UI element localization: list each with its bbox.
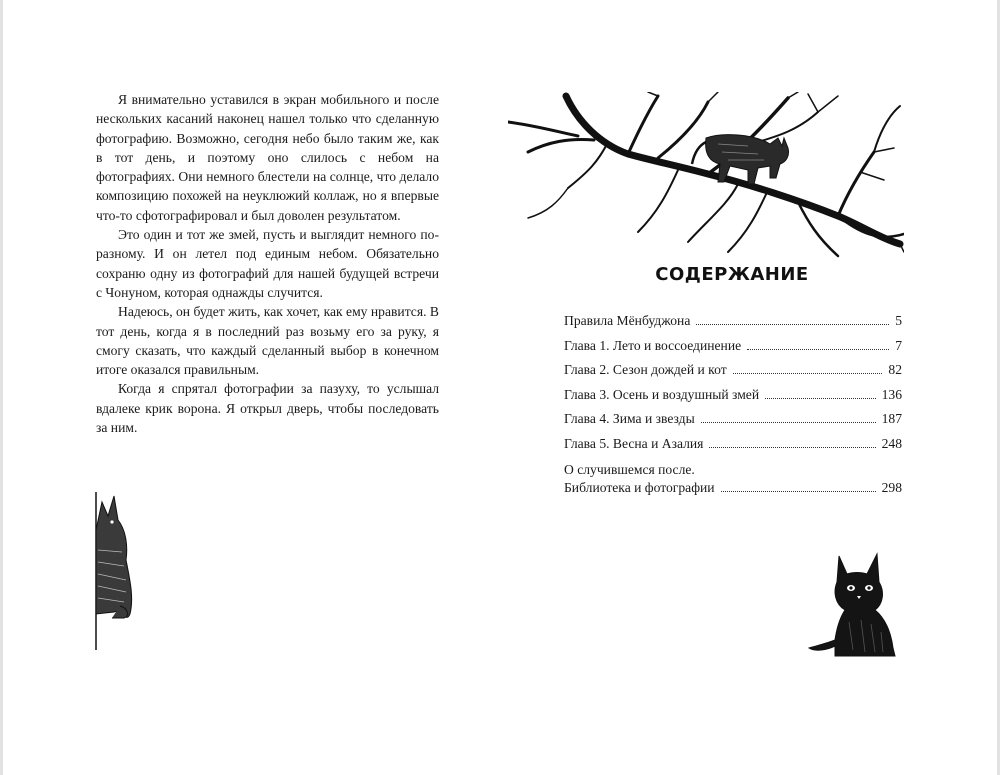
toc-entry-title-line2: Библиотека и фотографии (564, 480, 715, 495)
toc-entry-title-line1: О случившемся после. (564, 462, 695, 477)
toc-entry-title: Глава 2. Сезон дождей и кот (564, 362, 727, 377)
table-of-contents (564, 313, 902, 505)
toc-entry-page: 7 (895, 337, 902, 353)
toc-entry (564, 362, 902, 387)
paragraph-1: Я внимательно уставился в экран мобильного и после нескольких касаний наконец нашел только что сделанную фотографию. Возможно, сегодня небо было таким же, как в тот день, и поэтому оно слилось с небом на фотографиях. Они немного блестели на солнце, что делало композицию похожей на неуклюжий коллаж, но я впервые что-то сфотографировал и был доволен результатом. (96, 92, 439, 223)
toc-entry-page: 187 (881, 411, 902, 426)
toc-entry-page: 82 (888, 362, 902, 377)
toc-leader-dots (709, 437, 875, 448)
toc-title: СОДЕРЖАНИЕ (655, 264, 809, 285)
toc-entry-page: 248 (881, 435, 902, 451)
toc-entry-page: 298 (881, 480, 902, 495)
toc-entry-last (564, 460, 902, 505)
toc-entry-title: Глава 3. Осень и воздушный змей (564, 386, 760, 402)
toc-leader-dots (733, 363, 883, 374)
toc-leader-dots (765, 388, 875, 399)
toc-leader-dots (696, 314, 889, 325)
paragraph-4: Когда я спрятал фотографии за пазуху, то услышал вдалеке крик ворона. Я открыл дверь, чтобы последовать за ним. (96, 381, 439, 436)
toc-entry-title: Глава 4. Зима и звезды (564, 411, 695, 426)
toc-entry (564, 436, 902, 461)
toc-entry (564, 313, 902, 338)
page-edge-left (0, 0, 3, 775)
toc-entry-title: Правила Мёнбуджона (564, 313, 691, 328)
cat-peeking-illustration (92, 490, 142, 650)
toc-leader-dots (747, 339, 889, 350)
paragraph-2: Это один и тот же змей, пусть и выглядит немного по-разному. И он летел под единым небом. Обязательно сохраню одну из фотографий для нашей будущей встречи с Чонуном, которая однажды случится. (96, 227, 439, 300)
toc-entry-page: 136 (881, 386, 902, 402)
toc-entry-line2 (564, 480, 902, 505)
toc-entry (564, 411, 902, 436)
toc-entry-page: 5 (895, 313, 902, 328)
toc-entry-title: Глава 5. Весна и Азалия (564, 435, 704, 451)
toc-entry-title: Глава 1. Лето и воссоединение (564, 337, 742, 353)
tree-branch-cat-illustration (508, 92, 904, 260)
left-page-text (96, 90, 439, 437)
toc-leader-dots (721, 481, 876, 492)
toc-entry (564, 387, 902, 412)
toc-leader-dots (701, 412, 876, 423)
black-cat-sitting-illustration (805, 552, 905, 662)
toc-entry (564, 338, 902, 363)
paragraph-3: Надеюсь, он будет жить, как хочет, как ему нравится. В тот день, когда я в последний раз возьму его за руку, я смогу сказать, что каждый сделанный выбор в конечном итоге оказался правильным. (96, 304, 439, 378)
